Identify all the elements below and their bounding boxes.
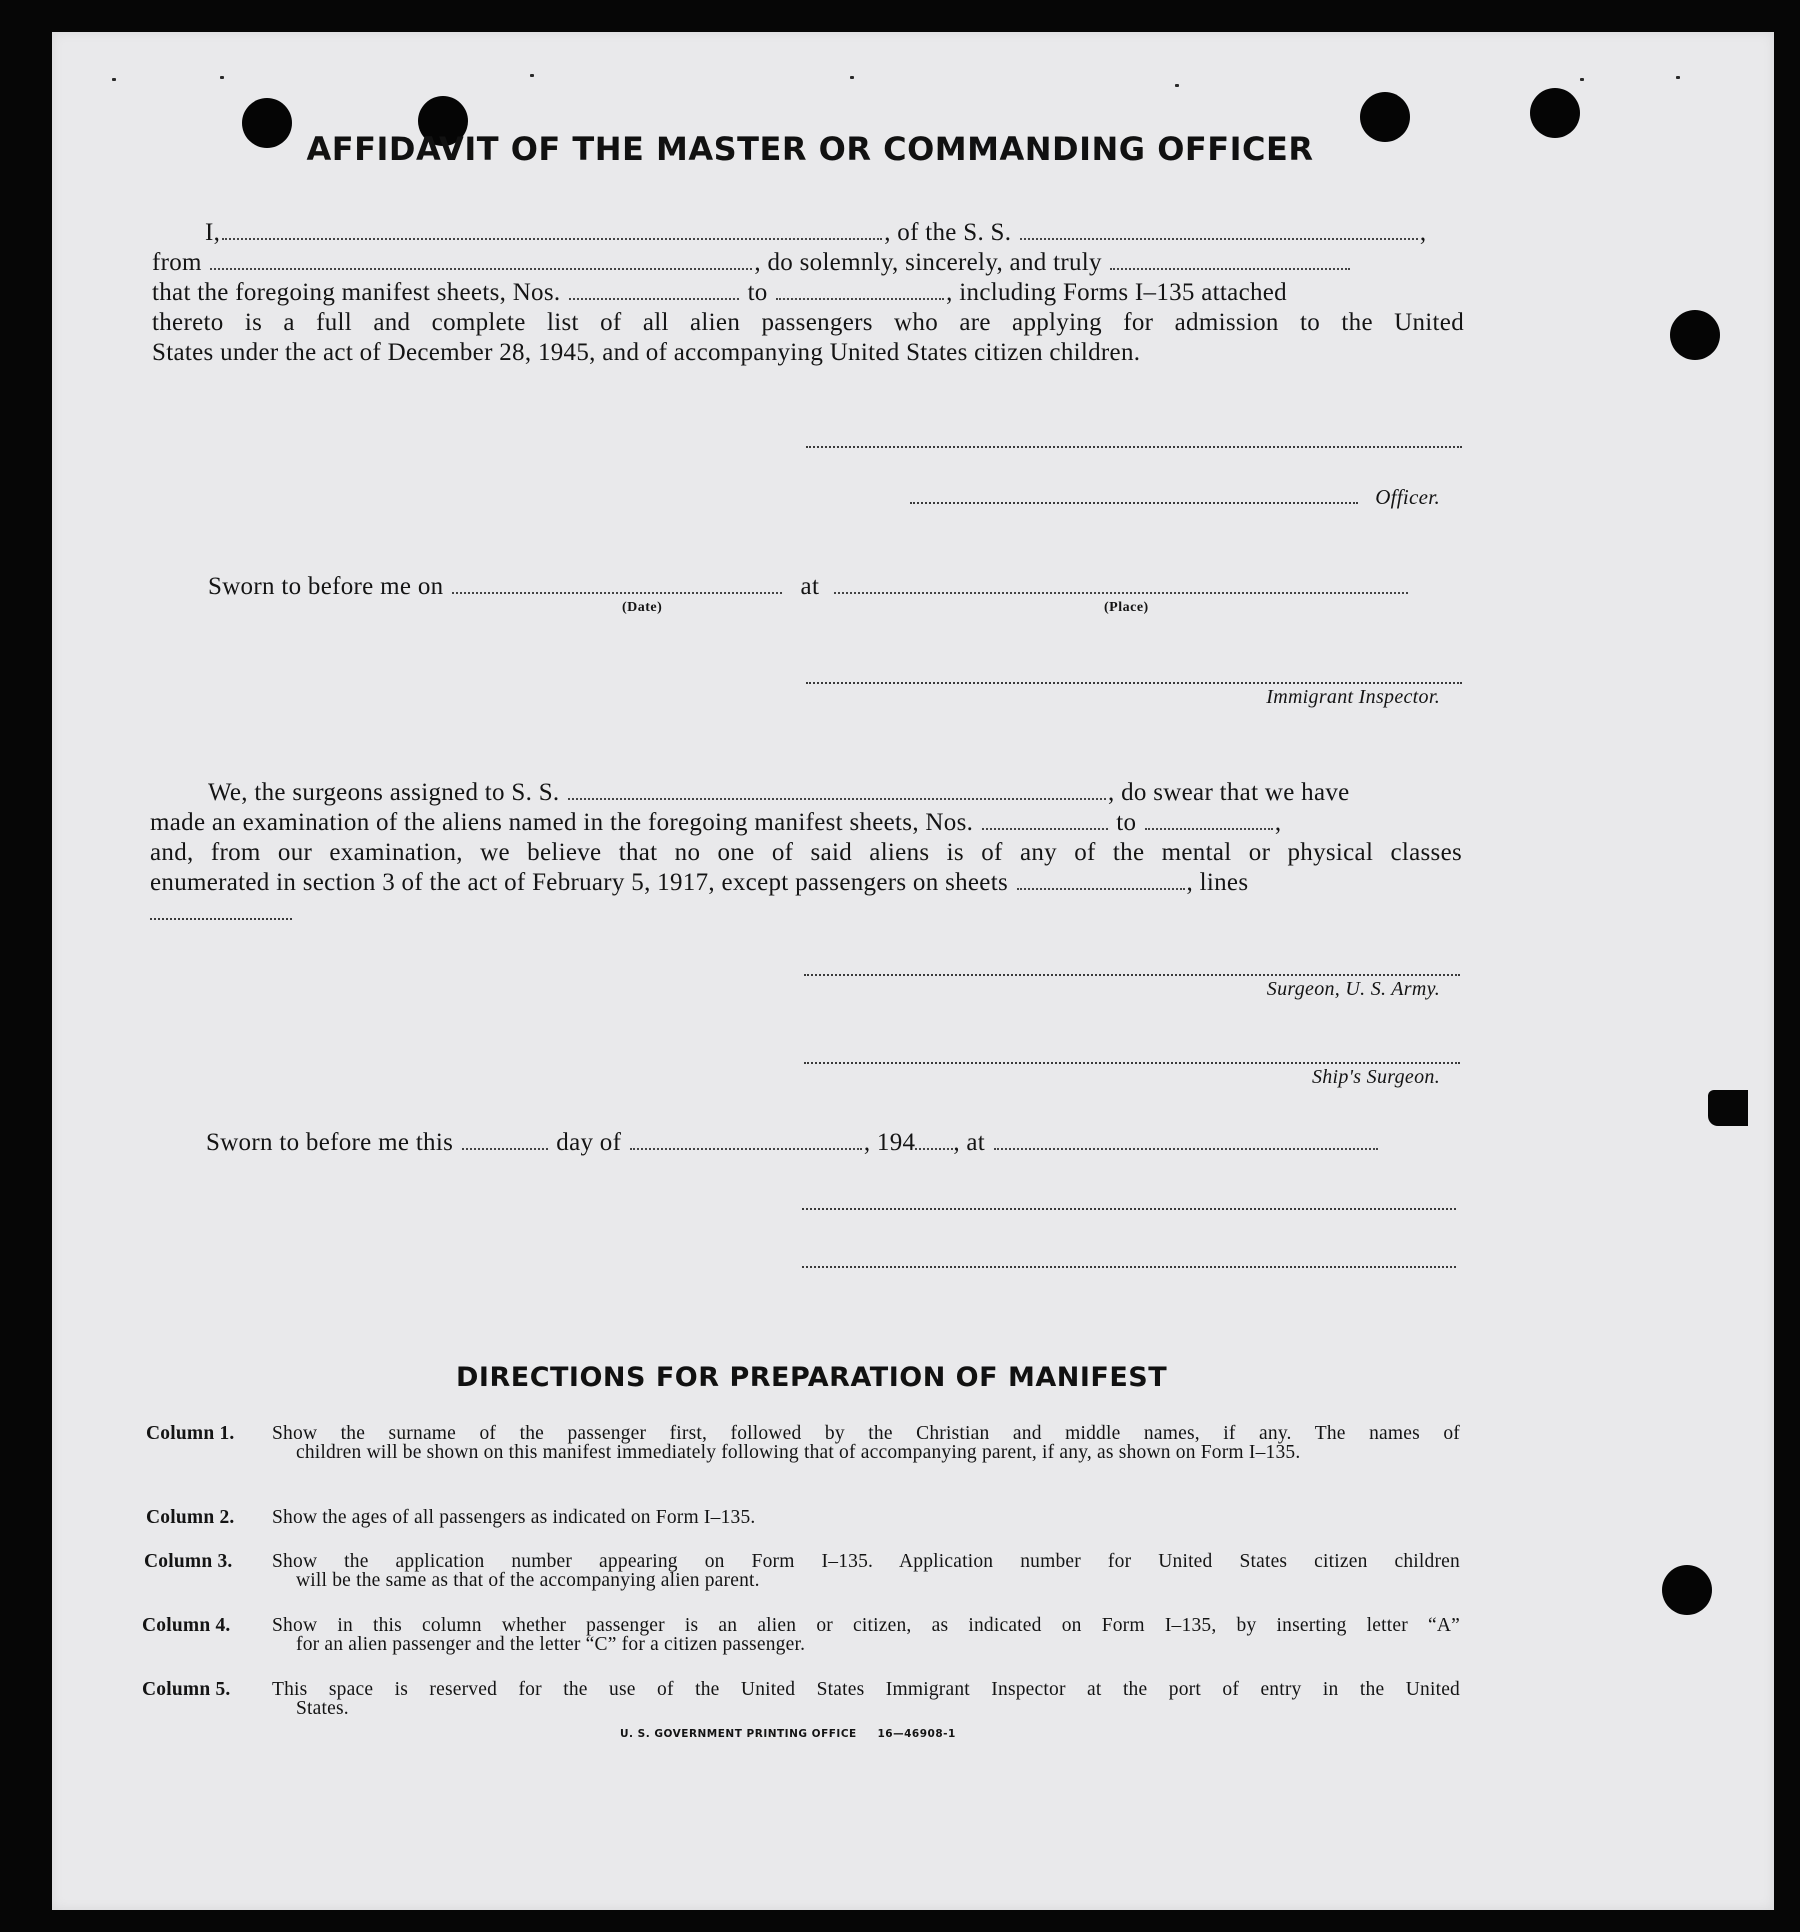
- sworn-line-1: [208, 572, 1410, 602]
- surgeons-line-2: [150, 808, 1281, 838]
- date-caption: (Date): [622, 600, 663, 615]
- affidavit-line-3: [152, 278, 1287, 308]
- sworn2-signature-line[interactable]: [802, 1206, 1456, 1210]
- text-sworn-on: Sworn to before me on: [208, 573, 444, 600]
- sworn2-place-field[interactable]: [994, 1128, 1378, 1150]
- paper-speck: [220, 76, 224, 79]
- from-port-field[interactable]: [210, 248, 752, 270]
- text-at: , at: [953, 1129, 986, 1156]
- column-text-rest: will be the same as that of the accompanying alien parent.: [296, 1570, 760, 1591]
- text-do-swear: , do swear that we have: [1108, 779, 1350, 806]
- truly-field[interactable]: [1110, 248, 1350, 270]
- column-text-first: Show the application number appearing on Form I–135. Application number for United States citizen children: [272, 1551, 1460, 1572]
- text-comma: ,: [1419, 219, 1427, 246]
- text-lines: , lines: [1186, 869, 1249, 896]
- punch-hole: [1530, 88, 1580, 138]
- sworn2-title-line[interactable]: [802, 1264, 1456, 1268]
- column-2-direction: [140, 1508, 1460, 1527]
- column-label: Column 4.: [142, 1615, 231, 1636]
- page-edge-tear: [1708, 1090, 1748, 1126]
- paper-speck: [112, 78, 116, 81]
- column-text: [272, 1508, 1460, 1527]
- text-made-examination: made an examination of the aliens named in the foregoing manifest sheets, Nos.: [150, 809, 974, 836]
- text-i: I,: [205, 219, 221, 246]
- surgeon-sheet-to-field[interactable]: [1145, 808, 1273, 830]
- affidavit-line-2: [152, 248, 1352, 278]
- surgeon-ship-field[interactable]: [568, 778, 1106, 800]
- sworn-year-field[interactable]: [915, 1128, 953, 1150]
- paper-speck: [530, 74, 534, 77]
- punch-hole: [1670, 310, 1720, 360]
- paper-speck: [1580, 78, 1584, 81]
- directions-title: DIRECTIONS FOR PREPARATION OF MANIFEST: [456, 1362, 1168, 1393]
- army-surgeon-caption: Surgeon, U. S. Army.: [1266, 978, 1440, 1000]
- column-1-direction: [140, 1424, 1460, 1462]
- text-at: at: [800, 573, 820, 600]
- sworn-month-field[interactable]: [630, 1128, 862, 1150]
- text-day-of: day of: [556, 1129, 622, 1156]
- affidavit-line-1: [205, 218, 1465, 248]
- surgeons-line-1: [208, 778, 1350, 808]
- sworn-line-2: [206, 1128, 1380, 1158]
- surgeon-sheet-from-field[interactable]: [982, 808, 1108, 830]
- column-label: Column 1.: [146, 1423, 235, 1444]
- column-label: Column 5.: [142, 1679, 231, 1700]
- text-we-surgeons: We, the surgeons assigned to S. S.: [208, 779, 560, 806]
- column-label: Column 3.: [144, 1551, 233, 1572]
- punch-hole: [1662, 1565, 1712, 1615]
- column-4-direction: [140, 1616, 1460, 1654]
- officer-name-field[interactable]: [222, 218, 882, 240]
- sworn-day-field[interactable]: [462, 1128, 548, 1150]
- column-text: [272, 1680, 1460, 1718]
- text-of-the-ss: , of the S. S.: [884, 219, 1012, 246]
- column-text: [272, 1552, 1460, 1590]
- ship-name-field[interactable]: [1020, 218, 1418, 240]
- paper-speck: [1676, 76, 1680, 79]
- column-text-rest: for an alien passenger and the letter “C” for a citizen passenger.: [296, 1634, 806, 1655]
- inspector-signature-line[interactable]: [806, 680, 1462, 684]
- text-manifest-sheets: that the foregoing manifest sheets, Nos.: [152, 279, 561, 306]
- text-including-forms: , including Forms I–135 attached: [946, 279, 1287, 306]
- lines-field[interactable]: [150, 916, 292, 920]
- text-to: to: [747, 279, 768, 306]
- text-to: to: [1116, 809, 1137, 836]
- sworn-date-field[interactable]: [452, 572, 782, 594]
- column-text-first: Show in this column whether passenger is an alien or citizen, as indicated on Form I–135, by inserting letter “A”: [272, 1615, 1460, 1636]
- surgeons-line-3: and, from our examination, we believe that no one of said aliens is of any of the mental or physical classes: [150, 839, 1462, 866]
- officer-caption: Officer.: [1375, 485, 1440, 509]
- column-5-direction: [140, 1680, 1460, 1718]
- column-text-rest: States.: [296, 1698, 349, 1719]
- text-sworn-this: Sworn to before me this: [206, 1129, 454, 1156]
- except-sheets-field[interactable]: [1017, 868, 1185, 890]
- place-caption: (Place): [1104, 600, 1149, 615]
- affidavit-line-4: thereto is a full and complete list of all alien passengers who are applying for admission to the United: [152, 309, 1464, 336]
- column-label: Column 2.: [146, 1507, 235, 1528]
- printing-office-imprint: U. S. GOVERNMENT PRINTING OFFICE 16—46908-1: [620, 1728, 956, 1740]
- affidavit-title: AFFIDAVIT OF THE MASTER OR COMMANDING OFFICER: [306, 130, 1314, 168]
- affidavit-line-5: States under the act of December 28, 1945, and of accompanying United States citizen children.: [152, 339, 1141, 366]
- text-from: from: [152, 249, 202, 276]
- column-3-direction: [140, 1552, 1460, 1590]
- text-comma: ,: [1274, 809, 1282, 836]
- sworn-place-field[interactable]: [834, 572, 1408, 594]
- column-text: [272, 1616, 1460, 1654]
- column-text-first: Show the surname of the passenger first, followed by the Christian and middle names, if any. The names of: [272, 1423, 1460, 1444]
- paper-speck: [850, 76, 854, 79]
- sheet-from-field[interactable]: [569, 278, 739, 300]
- officer-name-line[interactable]: [910, 500, 1358, 504]
- surgeons-line-4: [150, 868, 1248, 898]
- sheet-to-field[interactable]: [776, 278, 944, 300]
- text-do-solemnly: , do solemnly, sincerely, and truly: [754, 249, 1102, 276]
- text-enumerated: enumerated in section 3 of the act of February 5, 1917, except passengers on sheets: [150, 869, 1008, 896]
- ship-surgeon-caption: Ship's Surgeon.: [1311, 1066, 1440, 1088]
- army-surgeon-signature-line[interactable]: [804, 972, 1460, 976]
- ship-surgeon-signature-line[interactable]: [804, 1060, 1460, 1064]
- officer-signature-line[interactable]: [806, 444, 1462, 448]
- column-text-first: Show the ages of all passengers as indicated on Form I–135.: [272, 1507, 756, 1528]
- column-text-rest: children will be shown on this manifest immediately following that of accompanying parent, if any, as shown on Form I–135.: [296, 1442, 1301, 1463]
- column-text: [272, 1424, 1460, 1462]
- paper-speck: [1175, 84, 1179, 87]
- column-text-first: This space is reserved for the use of the United States Immigrant Inspector at the port of entry in the United: [272, 1679, 1460, 1700]
- text-194: , 194: [863, 1129, 916, 1156]
- inspector-caption: Immigrant Inspector.: [1266, 686, 1440, 708]
